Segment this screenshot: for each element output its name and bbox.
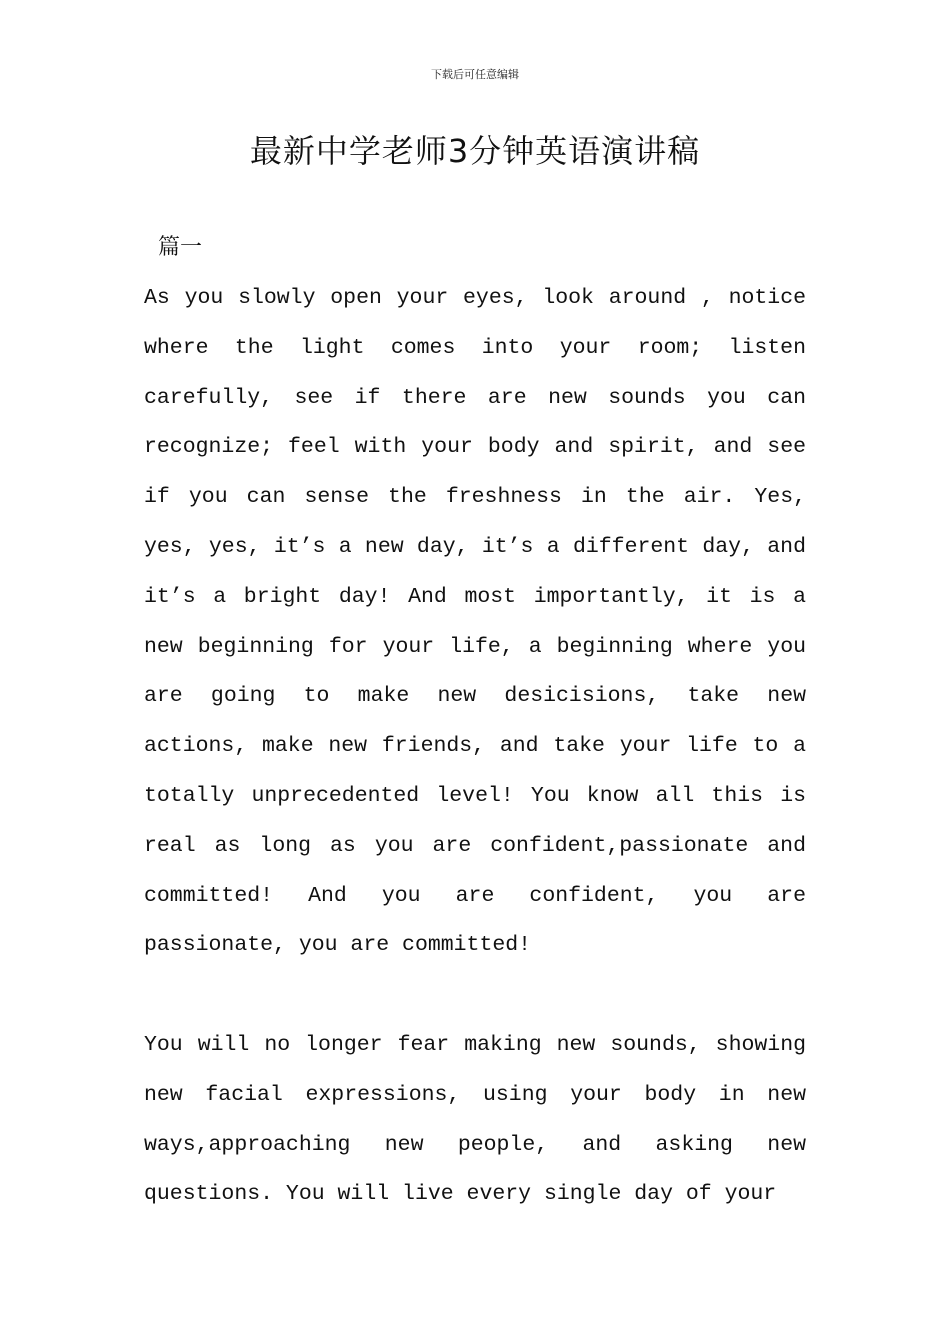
- document-title: 最新中学老师3分钟英语演讲稿: [249, 132, 701, 170]
- header-note: 下载后可任意编辑: [431, 68, 519, 81]
- paragraph-1: As you slowly open your eyes, look around , notice where the light comes into your room; listen carefully, see if there are new sounds you can recognize; feel with your body and spirit, and see if you can sense the freshness in the air. Yes, yes, yes, it’s a new day, it’s a different day, and it’s a bright day! And most importantly, it is a new beginning for your life, a beginning where you are going to make new desicisions, take new actions, make new friends, and take your life to a totally unprecedented level! You know all this is real as long as you are confident,passionate and committed! And you are confident, you are passionate, you are committed!: [144, 286, 806, 958]
- paragraph-2: You will no longer fear making new sounds, showing new facial expressions, using your body in new ways,approaching new people, and asking new questions. You will live every single day of your: [144, 1033, 806, 1207]
- section-label: 篇一: [158, 235, 203, 260]
